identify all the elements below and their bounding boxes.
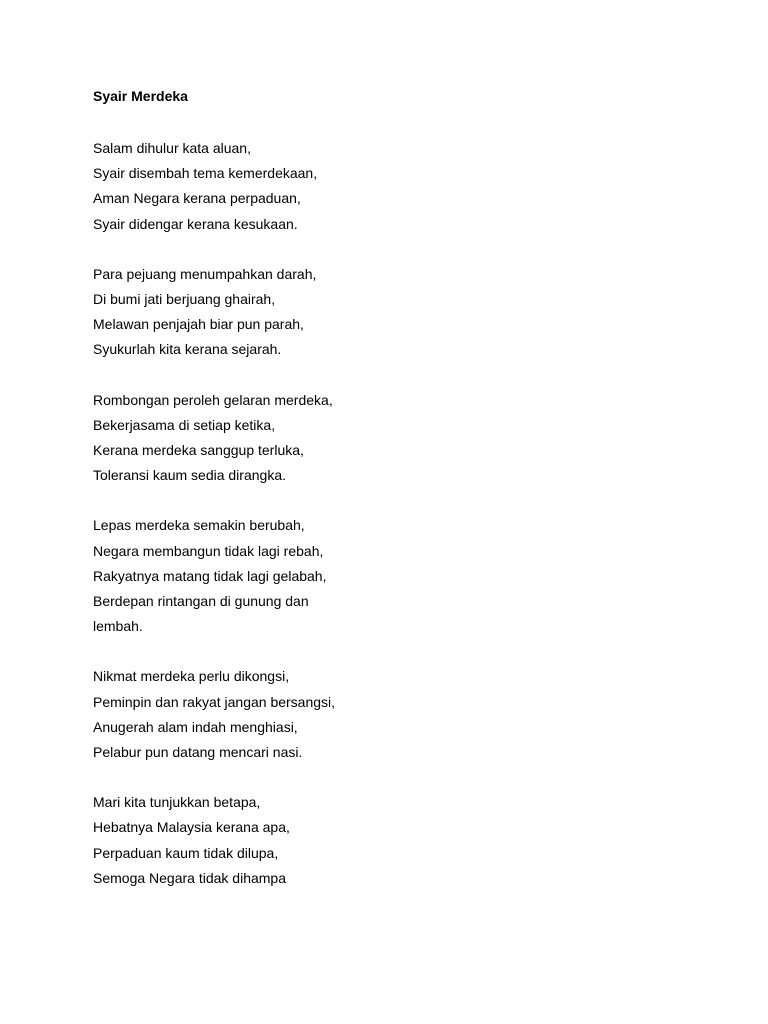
poem-stanza (93, 790, 713, 891)
poem-line: Berdepan rintangan di gunung dan (93, 593, 309, 610)
poem-line: Rakyatnya matang tidak lagi gelabah, (93, 567, 327, 584)
poem-line: Syukurlah kita kerana sejarah. (93, 341, 282, 358)
poem-line: Para pejuang menumpahkan darah, (93, 265, 317, 282)
poem-line: Semoga Negara tidak dihampa (93, 869, 287, 886)
poem-stanza (93, 262, 713, 363)
poem-line: Di bumi jati berjuang ghairah, (93, 291, 276, 308)
poem-line: Aman Negara kerana perpaduan, (93, 190, 301, 207)
poem-line: Toleransi kaum sedia dirangka. (93, 467, 286, 484)
poem-line: Syair disembah tema kemerdekaan, (93, 165, 318, 182)
poem-line: Anugerah alam indah menghiasi, (93, 718, 298, 735)
document-page (93, 86, 713, 916)
poem-stanza (93, 136, 713, 237)
poem-line: Peminpin dan rakyat jangan bersangsi, (93, 693, 336, 710)
poem-stanza (93, 513, 713, 639)
poem-line: Melawan penjajah biar pun parah, (93, 316, 304, 333)
poem-line: lembah. (93, 618, 143, 635)
poem-line: Rombongan peroleh gelaran merdeka, (93, 391, 333, 408)
poem-stanza (93, 664, 713, 765)
poem-line: Negara membangun tidak lagi rebah, (93, 542, 324, 559)
poem-stanza (93, 388, 713, 489)
poem-body (93, 136, 713, 891)
poem-line: Mari kita tunjukkan betapa, (93, 794, 261, 811)
poem-line: Syair didengar kerana kesukaan. (93, 215, 298, 232)
poem-line: Hebatnya Malaysia kerana apa, (93, 819, 290, 836)
poem-line: Perpaduan kaum tidak dilupa, (93, 844, 279, 861)
poem-line: Bekerjasama di setiap ketika, (93, 416, 276, 433)
poem-line: Salam dihulur kata aluan, (93, 140, 251, 156)
poem-line: Pelabur pun datang mencari nasi. (93, 744, 303, 761)
poem-title: Syair Merdeka (93, 88, 188, 104)
poem-line: Nikmat merdeka perlu dikongsi, (93, 668, 290, 685)
poem-line: Kerana merdeka sanggup terluka, (93, 442, 304, 459)
poem-line: Lepas merdeka semakin berubah, (93, 517, 305, 534)
